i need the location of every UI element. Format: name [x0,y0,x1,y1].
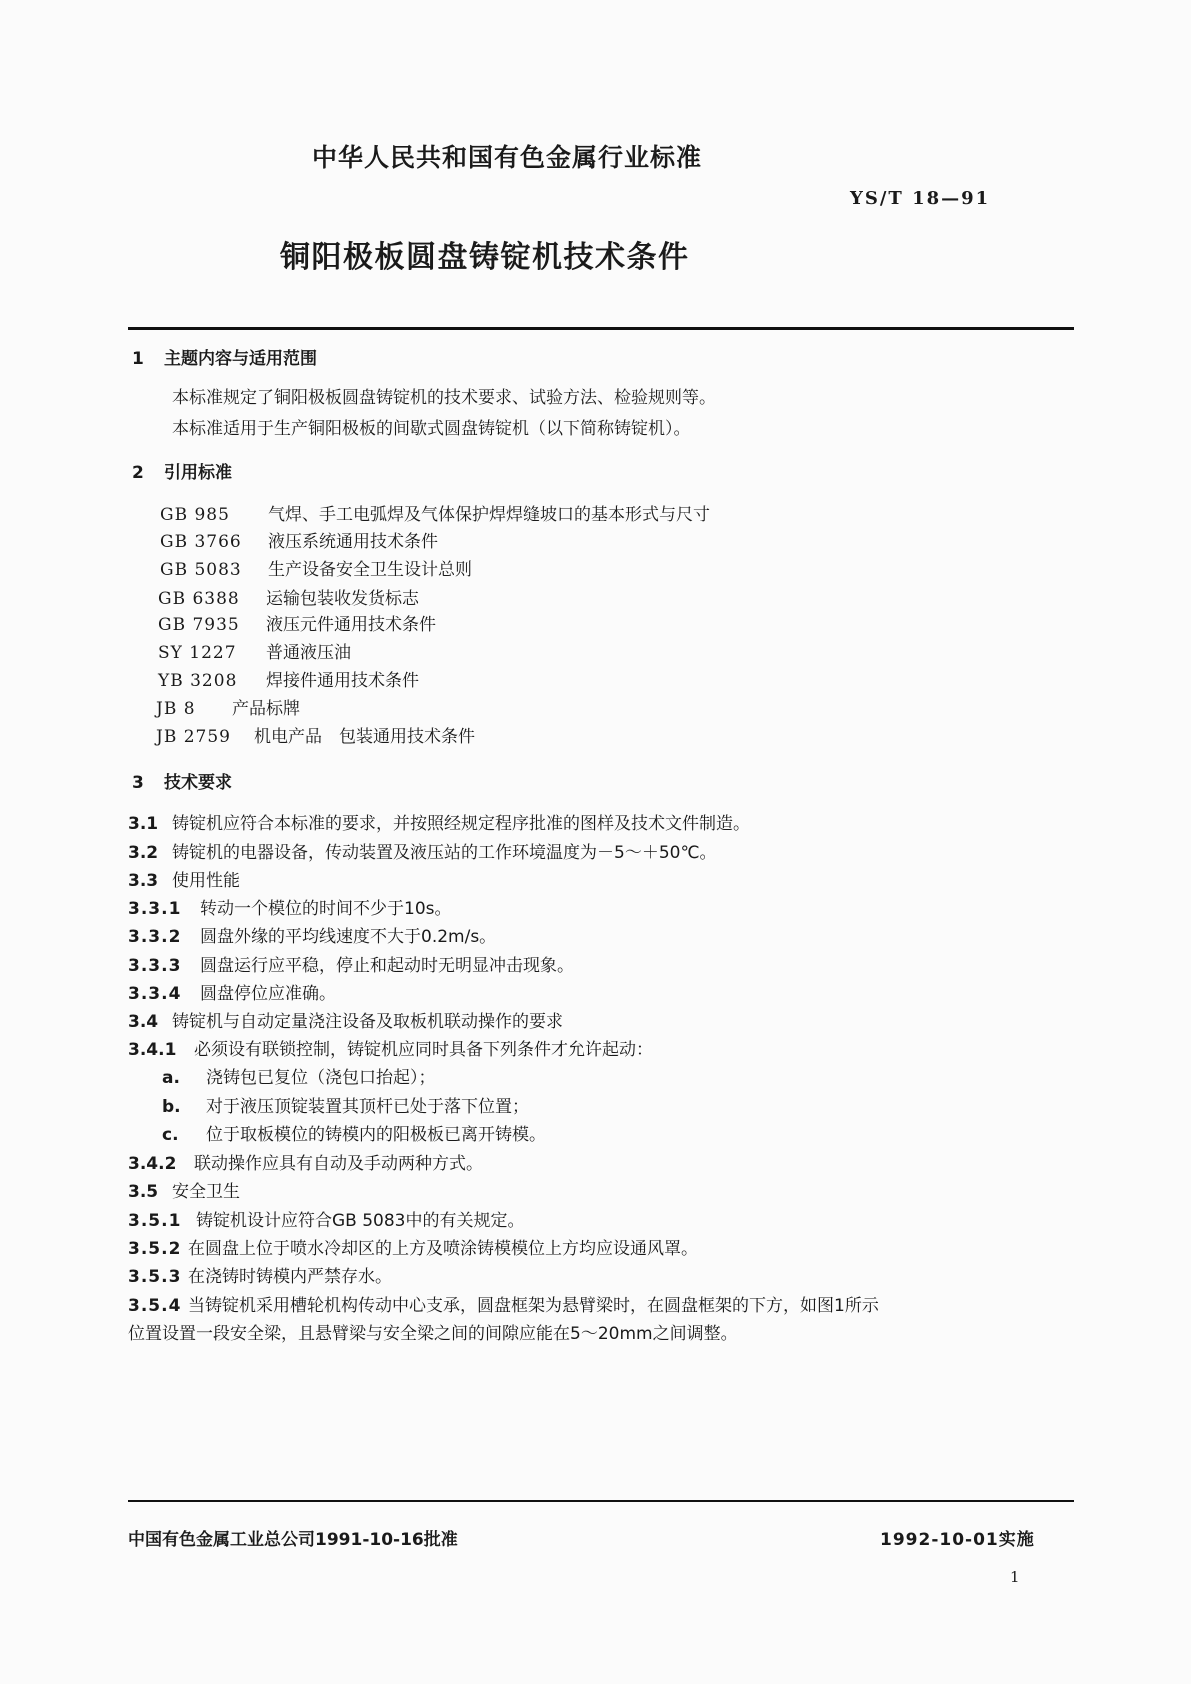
clause-3-5 [128,1177,240,1202]
clause-3-3 [128,866,240,891]
clause-3-4 [128,1007,563,1032]
clause-number: 3.5.4 [128,1296,182,1316]
reference-title: 普通液压油 [266,643,351,663]
clause-text: 在浇铸时铸模内严禁存水。 [188,1267,392,1287]
clause-text: 当铸锭机采用槽轮机构传动中心支承，圆盘框架为悬臂梁时，在圆盘框架的下方，如图1所示 [188,1296,879,1316]
reference-code: YB 3208 [158,671,238,691]
clause-3-3-2 [128,922,496,947]
section-1-heading [132,344,317,369]
reference-title: 焊接件通用技术条件 [266,671,419,691]
reference-code: JB 2759 [156,727,231,747]
clause-text: 铸锭机与自动定量浇注设备及取板机联动操作的要求 [172,1012,563,1032]
clause-number: 3.5.2 [128,1239,182,1259]
clause-3-5-4 [128,1291,879,1316]
reference-title: 气焊、手工电弧焊及气体保护焊焊缝坡口的基本形式与尺寸 [268,505,710,525]
clause-number: 3.3.1 [128,899,182,919]
clause-text: 联动操作应具有自动及手动两种方式。 [194,1154,483,1174]
list-text: 位于取板模位的铸模内的阳极板已离开铸模。 [206,1125,546,1145]
clause-number: 3.5.1 [128,1211,182,1231]
list-item-b [162,1092,529,1117]
section-1-paragraph: 本标准规定了铜阳极板圆盘铸锭机的技术要求、试验方法、检验规则等。 [172,388,716,408]
standard-code: YS/T 18—91 [850,188,991,209]
clause-number: 3.3.3 [128,956,182,976]
clause-3-5-3 [128,1262,392,1287]
reference-title: 运输包装收发货标志 [266,589,419,609]
header-rule [128,327,1074,330]
reference-item [158,584,419,609]
document-title: 铜阳极板圆盘铸锭机技术条件 [280,240,690,275]
clause-text: 转动一个模位的时间不少于10s。 [200,899,452,919]
reference-item [160,527,438,552]
clause-text: 圆盘外缘的平均线速度不大于0.2m/s。 [200,927,497,947]
clause-3-3-3 [128,951,574,976]
section-1-paragraph: 本标准适用于生产铜阳极板的间歇式圆盘铸锭机（以下简称铸锭机）。 [172,419,691,439]
clause-3-5-4-continuation: 位置设置一段安全梁，且悬臂梁与安全梁之间的间隙应能在5～20mm之间调整。 [128,1324,738,1344]
list-text: 对于液压顶锭装置其顶杆已处于落下位置； [206,1097,529,1117]
clause-text: 在圆盘上位于喷水冷却区的上方及喷涂铸模模位上方均应设通风罩。 [188,1239,698,1259]
reference-code: GB 3766 [160,532,242,552]
section-title: 引用标准 [164,463,232,483]
clause-3-3-1 [128,894,452,919]
reference-item [156,722,475,747]
list-item-c [162,1120,546,1145]
clause-number: 3.4.2 [128,1154,177,1174]
clause-number: 3.4.1 [128,1040,177,1060]
reference-code: GB 985 [160,505,230,525]
clause-3-5-2 [128,1234,698,1259]
effective-date: 1992-10-01实施 [880,1530,1035,1550]
clause-text: 必须设有联锁控制，铸锭机应同时具备下列条件才允许起动： [194,1040,653,1060]
reference-code: JB 8 [156,699,196,719]
clause-3-1 [128,809,750,834]
clause-number: 3.5.3 [128,1267,182,1287]
list-marker: c. [162,1125,179,1145]
section-number: 3 [132,773,144,793]
reference-item [158,638,351,663]
reference-code: SY 1227 [158,643,237,663]
reference-item [158,666,419,691]
clause-number: 3.1 [128,814,159,834]
reference-code: GB 6388 [158,589,240,609]
clause-number: 3.4 [128,1012,159,1032]
reference-item [160,555,472,580]
reference-title: 生产设备安全卫生设计总则 [268,560,472,580]
list-text: 浇铸包已复位（浇包口抬起）； [206,1068,436,1088]
reference-title: 产品标牌 [232,699,300,719]
clause-text: 铸锭机设计应符合GB 5083中的有关规定。 [196,1211,525,1231]
clause-text: 铸锭机应符合本标准的要求，并按照经规定程序批准的图样及技术文件制造。 [172,814,750,834]
reference-title: 液压系统通用技术条件 [268,532,438,552]
clause-number: 3.2 [128,843,159,863]
section-3-heading [132,768,232,793]
clause-3-2 [128,838,717,863]
reference-item [156,694,300,719]
clause-3-4-2 [128,1149,483,1174]
clause-text: 安全卫生 [172,1182,240,1202]
clause-text: 圆盘运行应平稳，停止和起动时无明显冲击现象。 [200,956,574,976]
clause-number: 3.3.2 [128,927,182,947]
clause-3-4-1 [128,1035,653,1060]
clause-3-3-4 [128,979,336,1004]
reference-title: 液压元件通用技术条件 [266,615,436,635]
clause-number: 3.3 [128,871,159,891]
clause-number: 3.3.4 [128,984,182,1004]
reference-code: GB 5083 [160,560,242,580]
reference-item [158,610,436,635]
section-number: 2 [132,463,144,483]
org-line: 中华人民共和国有色金属行业标准 [312,143,703,172]
page-number: 1 [1010,1568,1020,1586]
footer-rule [128,1500,1074,1502]
reference-item [160,500,710,525]
section-2-heading [132,458,232,483]
clause-3-5-1 [128,1206,525,1231]
list-marker: b. [162,1097,181,1117]
approval-line: 中国有色金属工业总公司1991-10-16批准 [128,1530,458,1550]
list-item-a [162,1063,436,1088]
section-title: 主题内容与适用范围 [164,349,317,369]
reference-title: 机电产品 包装通用技术条件 [254,727,475,747]
clause-text: 使用性能 [172,871,240,891]
clause-text: 铸锭机的电器设备，传动装置及液压站的工作环境温度为－5～＋50℃。 [172,843,717,863]
section-title: 技术要求 [164,773,232,793]
list-marker: a. [162,1068,180,1088]
clause-number: 3.5 [128,1182,159,1202]
section-number: 1 [132,349,144,369]
clause-text: 圆盘停位应准确。 [200,984,336,1004]
reference-code: GB 7935 [158,615,240,635]
